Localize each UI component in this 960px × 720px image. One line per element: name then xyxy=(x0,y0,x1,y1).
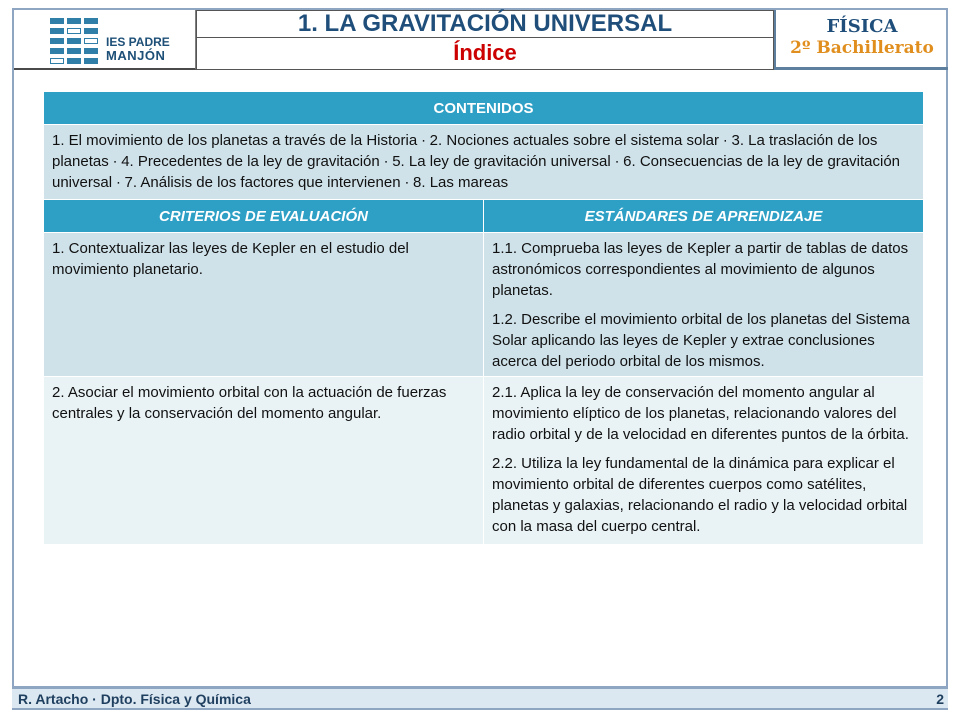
page-subtitle: Índice xyxy=(196,38,774,70)
criterion-cell xyxy=(44,233,484,377)
subject-course: 2º Bachillerato xyxy=(790,38,934,58)
contents-header: CONTENIDOS xyxy=(44,92,924,125)
page-title: 1. LA GRAVITACIÓN UNIVERSAL xyxy=(196,10,774,38)
table-row xyxy=(44,377,924,545)
criterion-cell xyxy=(44,377,484,545)
standards-cell xyxy=(484,233,924,377)
logo-grid-icon xyxy=(50,18,98,66)
standards-cell xyxy=(484,377,924,545)
logo-line-2: MANJÓN xyxy=(106,48,166,63)
criterion-text: 1. Contextualizar las leyes de Kepler en el estudio del movimiento planetario. xyxy=(52,240,409,278)
criterion-text: 2. Asociar el movimiento orbital con la actuación de fuerzas centrales y la conservación del momento angular. xyxy=(52,384,447,422)
footer-bar xyxy=(12,688,948,710)
footer-author: R. Artacho · Dpto. Física y Química xyxy=(18,691,251,707)
standard-text: 1.1. Comprueba las leyes de Kepler a partir de tablas de datos astronómicos correspondientes al movimiento de algunos planetas. xyxy=(492,240,909,299)
subject-badge xyxy=(774,10,948,70)
criteria-header: CRITERIOS DE EVALUACIÓN xyxy=(44,200,484,233)
school-logo xyxy=(14,10,196,70)
curriculum-table xyxy=(43,91,924,545)
logo-text xyxy=(106,36,170,62)
standard-text: 2.2. Utiliza la ley fundamental de la dinámica para explicar el movimiento orbital de diferentes cuerpos como satélites, planetas y galaxias, relacionando el radio y la velocidad orbital con la masa del cuerpo central. xyxy=(492,455,908,535)
standard-text: 1.2. Describe el movimiento orbital de los planetas del Sistema Solar aplicando las leyes de Kepler y extrae conclusiones acerca del periodo orbital de los mismos. xyxy=(492,311,910,370)
logo-line-1: IES PADRE xyxy=(106,35,170,49)
standard-text: 2.1. Aplica la ley de conservación del momento angular al movimiento elíptico de los planetas, relacionando valores del radio orbital y de la velocidad en diferentes puntos de la órbita. xyxy=(492,384,909,443)
standards-header: ESTÁNDARES DE APRENDIZAJE xyxy=(484,200,924,233)
subject-name: FÍSICA xyxy=(826,16,898,37)
page-number: 2 xyxy=(936,691,944,707)
table-row xyxy=(44,233,924,377)
contents-text: 1. El movimiento de los planetas a través de la Historia ∙ 2. Nociones actuales sobre el sistema solar ∙ 3. La traslación de los planetas ∙ 4. Precedentes de la ley de gravitación ∙ 5. La ley de gravitación universal ∙ 6. Consecuencias de la ley de gravitación universal ∙ 7. Análisis de los factores que intervienen ∙ 8. Las mareas xyxy=(44,125,924,200)
